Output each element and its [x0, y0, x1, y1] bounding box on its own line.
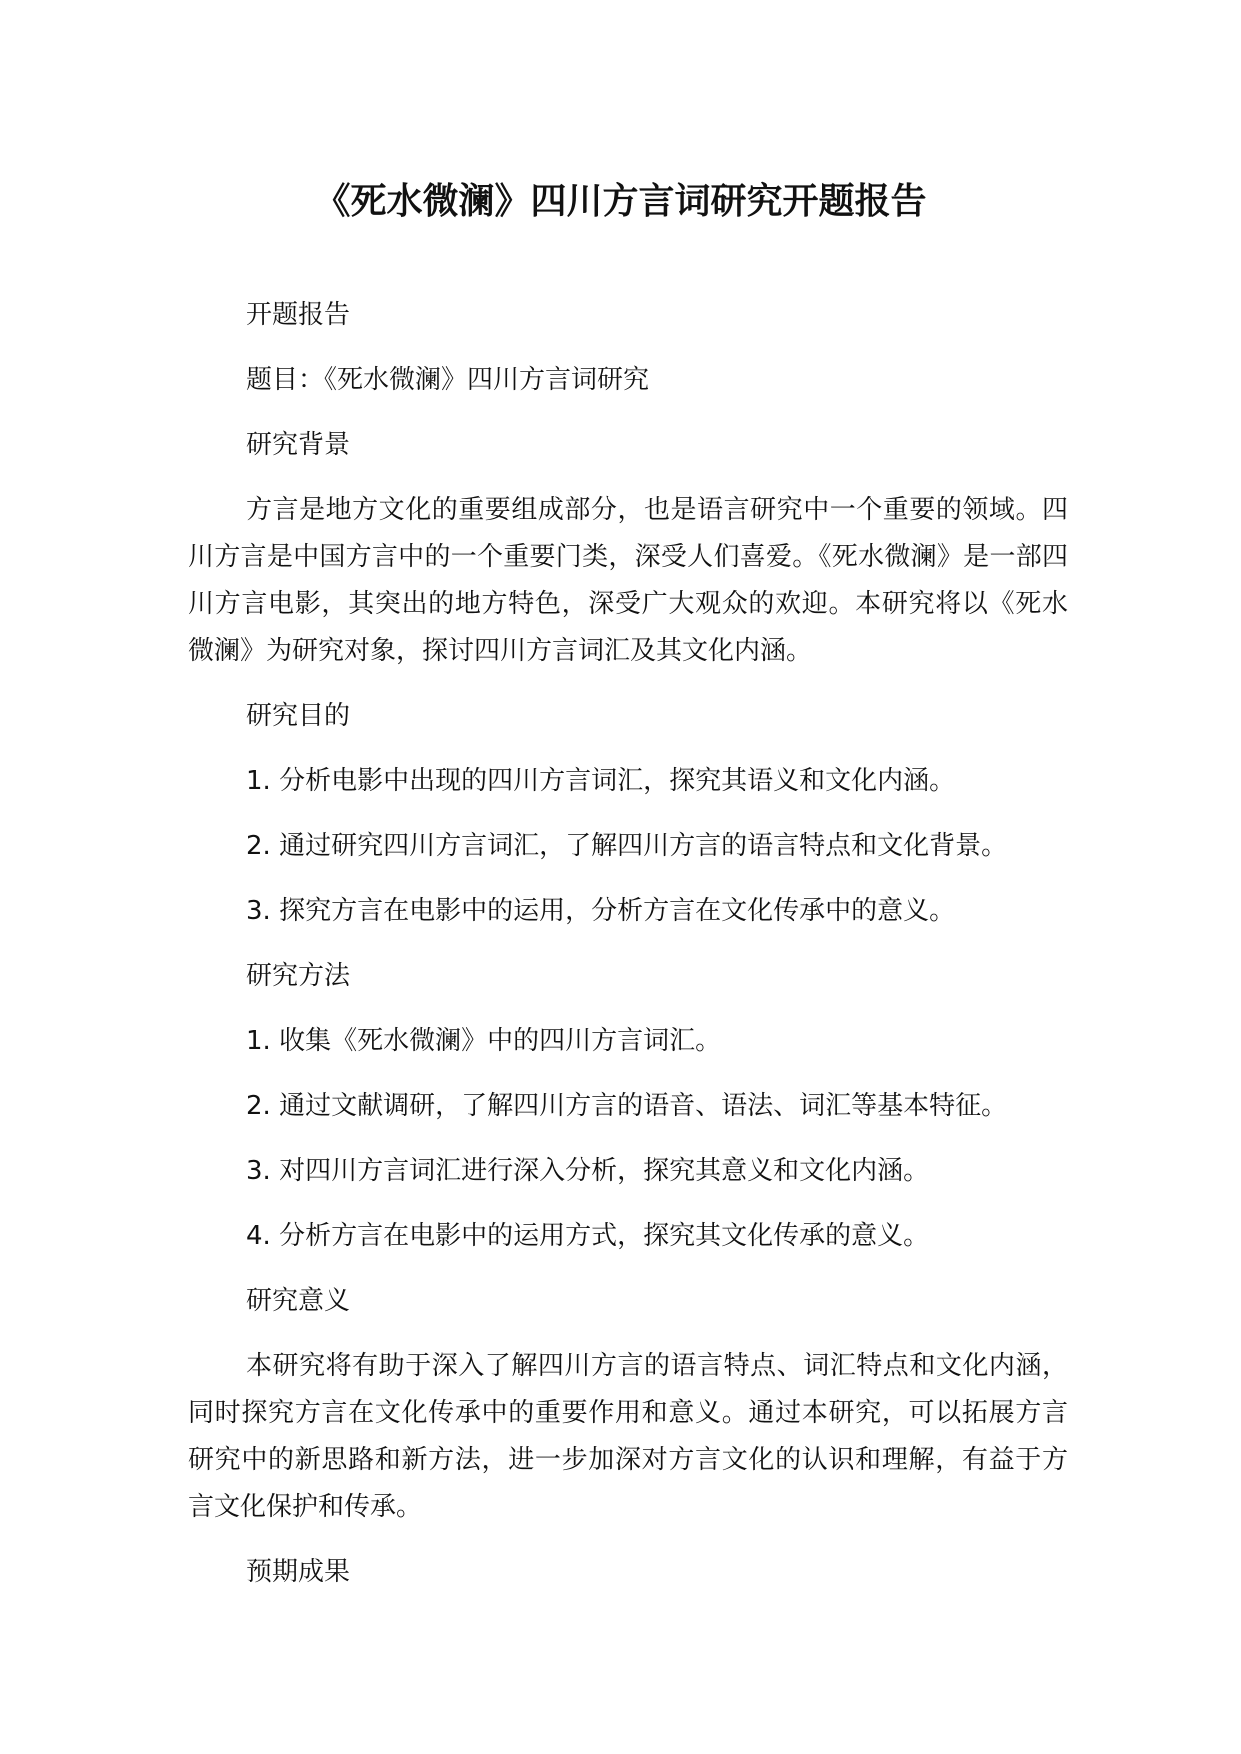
paragraph-significance: 本研究将有助于深入了解四川方言的语言特点、词汇特点和文化内涵，同时探究方言在文化传承中的重要作用和意义。通过本研究，可以拓展方言研究中的新思路和新方法，进一步加深对方言文化的认识和理解，有益于方言文化保护和传承。	[188, 1351, 1068, 1522]
section-heading-background: 研究背景	[246, 430, 351, 460]
document-title: 《死水微澜》四川方言词研究开题报告	[314, 181, 927, 222]
document-body	[188, 292, 1068, 1614]
method-item-4: 4. 分析方言在电影中的运用方式，探究其文化传承的意义。	[246, 1221, 930, 1251]
section-heading-methods: 研究方法	[246, 961, 351, 991]
paragraph-heading-proposal: 开题报告	[246, 300, 351, 330]
method-item-1: 1. 收集《死水微澜》中的四川方言词汇。	[246, 1026, 722, 1056]
paragraph-background: 方言是地方文化的重要组成部分，也是语言研究中一个重要的领域。四川方言是中国方言中的一个重要门类，深受人们喜爱。《死水微澜》是一部四川方言电影，其突出的地方特色，深受广大观众的欢迎。本研究将以《死水微澜》为研究对象，探讨四川方言词汇及其文化内涵。	[188, 495, 1068, 666]
method-item-2: 2. 通过文献调研，了解四川方言的语音、语法、词汇等基本特征。	[246, 1091, 1008, 1121]
section-heading-expected-results: 预期成果	[246, 1557, 351, 1587]
method-item-3: 3. 对四川方言词汇进行深入分析，探究其意义和文化内涵。	[246, 1156, 930, 1186]
objective-item-1: 1. 分析电影中出现的四川方言词汇，探究其语义和文化内涵。	[246, 766, 956, 796]
objective-item-2: 2. 通过研究四川方言词汇，了解四川方言的语言特点和文化背景。	[246, 831, 1008, 861]
objective-item-3: 3. 探究方言在电影中的运用，分析方言在文化传承中的意义。	[246, 896, 956, 926]
paragraph-topic: 题目：《死水微澜》四川方言词研究	[246, 365, 650, 395]
section-heading-significance: 研究意义	[246, 1286, 351, 1316]
section-heading-objectives: 研究目的	[246, 701, 351, 731]
